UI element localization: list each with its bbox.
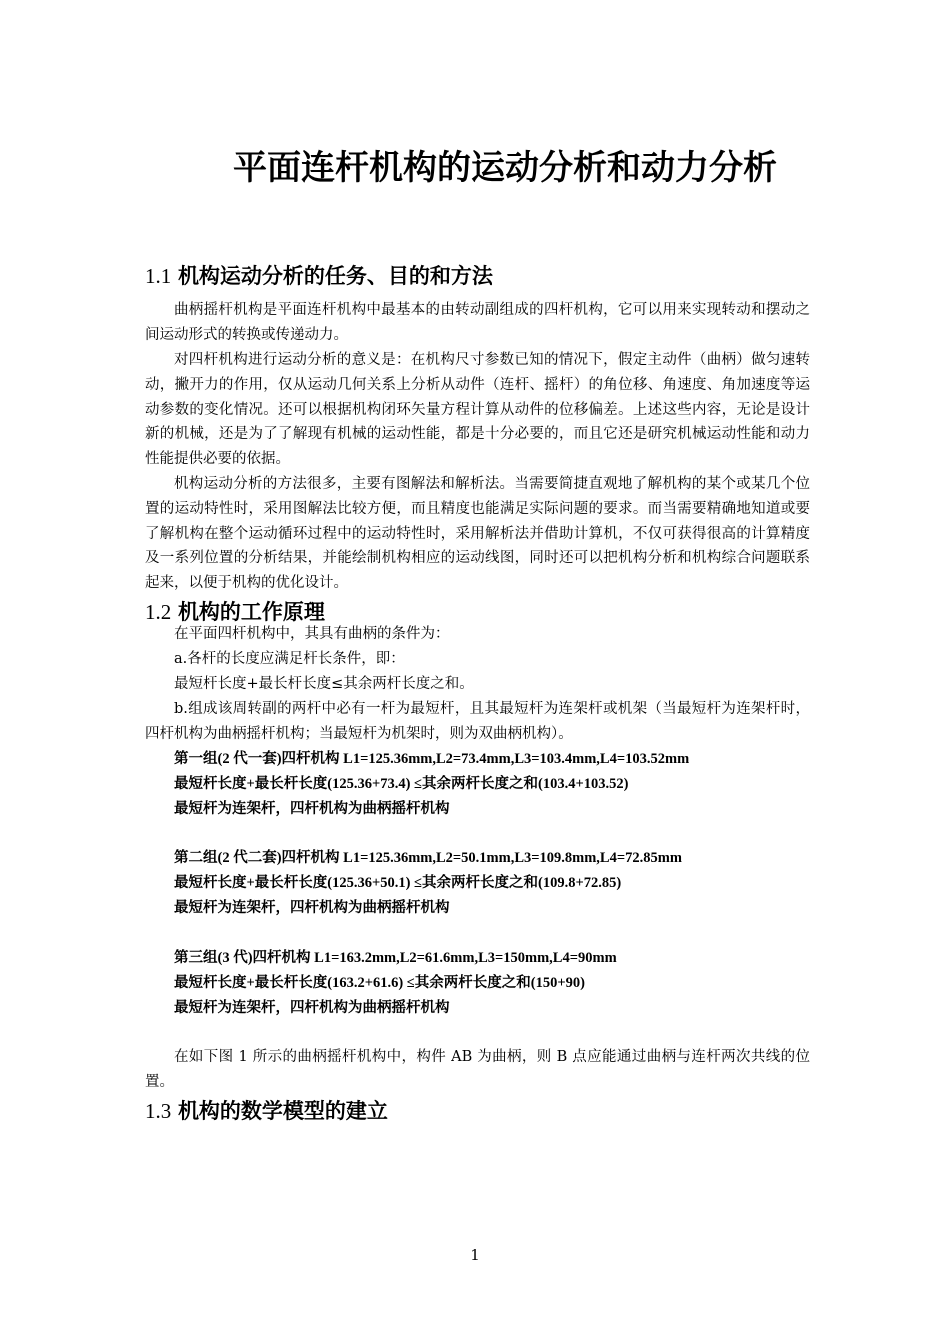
- text-line: 在平面四杆机构中，其具有曲柄的条件为：: [174, 626, 450, 642]
- paragraph: 对四杆机构进行运动分析的意义是：在机构尺寸参数已知的情况下，假定主动件（曲柄）做匀速转动，撇开力的作用，仅从运动几何关系上分析从动件（连杆、摇杆）的角位移、角速度、角加速度等运动参数的变化情况。还可以根据机构闭环矢量方程计算从动件的位移偏差。上述这些内容，无论是设计新的机械，还是为了了解现有机械的运动性能，都是十分必要的，而且它还是研究机械运动性能和动力性能提供必要的依据。: [145, 352, 810, 468]
- page-number: 1: [470, 1246, 480, 1264]
- section-heading-1-2: 1.2 机构的工作原理: [145, 599, 325, 624]
- section-heading-1-3: 1.3 机构的数学模型的建立: [145, 1098, 388, 1123]
- group-1-line: 最短杆长度+最长杆长度(125.36+73.4) ≤其余两杆长度之和(103.4+103.52): [174, 776, 629, 792]
- group-1-line: 最短杆为连架杆，四杆机构为曲柄摇杆机构: [174, 801, 450, 817]
- group-2-line: 最短杆长度+最长杆长度(125.36+50.1) ≤其余两杆长度之和(109.8+72.85): [174, 875, 622, 891]
- section-heading-1-1: 1.1 机构运动分析的任务、目的和方法: [145, 263, 493, 288]
- paragraph: 曲柄摇杆机构是平面连杆机构中最基本的由转动副组成的四杆机构，它可以用来实现转动和摆动之间运动形式的转换或传递动力。: [145, 302, 810, 343]
- group-2-line: 第二组(2 代二套)四杆机构 L1=125.36mm,L2=50.1mm,L3=109.8mm,L4=72.85mm: [174, 850, 682, 866]
- text-line: a.各杆的长度应满足杆长条件，即：: [174, 651, 405, 667]
- paragraph: 机构运动分析的方法很多，主要有图解法和解析法。当需要简捷直观地了解机构的某个或某几个位置的运动特性时，采用图解法比较方便，而且精度也能满足实际问题的要求。而当需要精确地知道或要了解机构在整个运动循环过程中的运动特性时，采用解析法并借助计算机，不仅可获得很高的计算精度及一系列位置的分析结果，并能绘制机构相应的运动线图，同时还可以把机构分析和机构综合问题联系起来，以便于机构的优化设计。: [145, 476, 810, 592]
- group-1-line: 第一组(2 代一套)四杆机构 L1=125.36mm,L2=73.4mm,L3=103.4mm,L4=103.52mm: [174, 751, 690, 767]
- group-3-line: 最短杆长度+最长杆长度(163.2+61.6) ≤其余两杆长度之和(150+90): [174, 975, 585, 991]
- group-3-line: 第三组(3 代)四杆机构 L1=163.2mm,L2=61.6mm,L3=150mm,L4=90mm: [174, 950, 617, 966]
- text-line: 最短杆长度+最长杆长度≤其余两杆长度之和。: [174, 676, 474, 692]
- group-2-line: 最短杆为连架杆，四杆机构为曲柄摇杆机构: [174, 900, 450, 916]
- paragraph: 在如下图 1 所示的曲柄摇杆机构中，构件 AB 为曲柄，则 B 点应能通过曲柄与连杆两次共线的位置。: [145, 1049, 810, 1090]
- document-title: 平面连杆机构的运动分析和动力分析: [233, 148, 777, 188]
- paragraph: b.组成该周转副的两杆中必有一杆为最短杆，且其最短杆为连架杆或机架（当最短杆为连架杆时，四杆机构为曲柄摇杆机构；当最短杆为机架时，则为双曲柄机构）。: [145, 701, 810, 742]
- group-3-line: 最短杆为连架杆，四杆机构为曲柄摇杆机构: [174, 1000, 450, 1016]
